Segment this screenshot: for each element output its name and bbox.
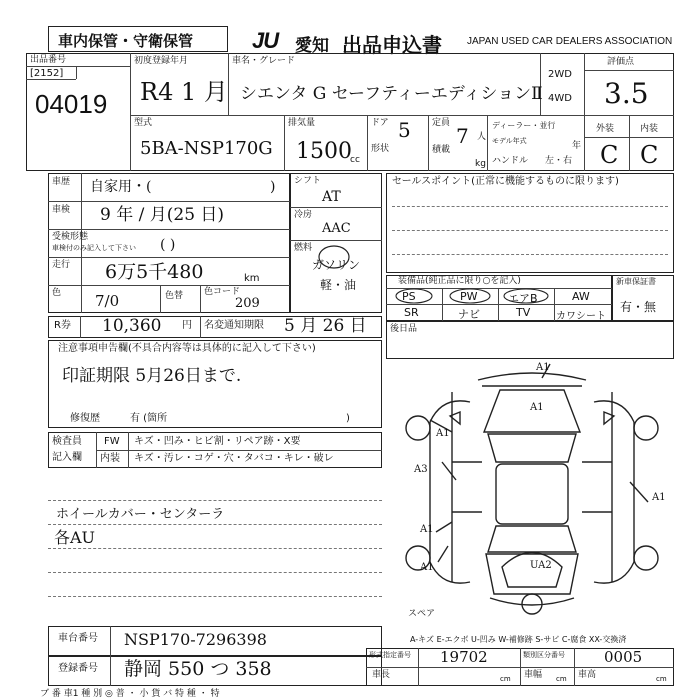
damage-mark: A1: [436, 428, 450, 439]
spare-label: スペア: [408, 609, 436, 619]
repair-value: 有 (箇所: [130, 413, 168, 424]
ac-label: 冷房: [294, 210, 313, 220]
displacement-unit: cc: [350, 155, 360, 165]
chassis-value: NSP170-7296398: [124, 630, 267, 649]
warranty-label: 新車保証書: [616, 277, 656, 286]
car-diagram: [390, 362, 674, 622]
model-label: 車名・グレード: [232, 56, 296, 66]
damage-mark: A1: [420, 524, 434, 535]
sales-points-title: セールスポイント(正常に機能するものに限ります): [392, 176, 619, 187]
mileage-label: 走行: [52, 260, 71, 270]
later-date-box: [386, 321, 674, 359]
width-unit: cm: [556, 675, 567, 683]
inspector-label: 検査員: [52, 436, 82, 447]
model-year-label: モデル年式: [492, 137, 527, 145]
damage-mark: A1: [530, 402, 544, 413]
displacement-value: 1500: [296, 139, 352, 164]
damage-mark: A3: [414, 464, 428, 475]
shift-value: AT: [322, 189, 341, 205]
exterior-label: 外装: [596, 124, 615, 134]
later-date-label: 後日品: [390, 324, 418, 334]
handwritten-line1: ホイールカバー・センターラ: [56, 507, 225, 522]
displacement-label: 排気量: [288, 118, 316, 128]
length-unit: cm: [500, 675, 511, 683]
usage-close: ): [270, 179, 276, 195]
exterior-grade: C: [600, 141, 619, 169]
load-label: 積載: [432, 145, 451, 155]
equipment-tv: TV: [516, 306, 531, 319]
inspector-fw-items: キズ・凹み・ヒビ割・リペア跡・X要: [134, 436, 301, 447]
inspector-int-items: キズ・汚レ・コゲ・穴・タバコ・キレ・破レ: [134, 453, 334, 464]
deadline-value: 5 月 26 日: [284, 316, 367, 336]
designation-value: 19702: [440, 648, 488, 666]
reg-year-label: 初度登録年月: [134, 56, 189, 66]
fuel-options: ガソリン: [312, 258, 361, 272]
color-code-label: 色コード: [204, 287, 241, 297]
usage-label: 車歴: [52, 177, 71, 187]
inspector-fw-label: FW: [104, 436, 120, 447]
load-unit: kg: [475, 159, 486, 169]
repair-label: 修復歴: [70, 413, 100, 424]
ac-value: AAC: [322, 221, 351, 236]
interior-grade: C: [640, 141, 659, 169]
class-label: 類別区分番号: [523, 651, 565, 659]
drive-4wd: 4WD: [548, 93, 572, 104]
mileage-value: 6万5千480: [105, 261, 204, 283]
acceptance-label: 受検形態: [52, 232, 89, 242]
footer-row: ブ 番 車1 種 別 ◎ 普 ・ 小 貨 バ 特 種 ・ 特: [40, 689, 220, 699]
designation-label: 形式指定番号: [369, 651, 411, 659]
usage-value: 自家用・(: [90, 179, 152, 195]
inspection-label: 車検: [52, 205, 71, 215]
model-value: シエンタ G セーフティーエディションⅡ: [240, 84, 543, 104]
acceptance-note: 車検付のみ記入して下さい: [52, 244, 136, 252]
equipment-leather: カワシート: [556, 311, 606, 322]
fuel-label: 燃料: [294, 243, 313, 253]
chassis-label: 車台番号: [58, 633, 98, 644]
year-unit: 年: [572, 141, 582, 151]
equipment-pw: PW: [460, 290, 478, 303]
dealer-label: ディーラー・並行: [492, 121, 556, 130]
equipment-sr: SR: [404, 306, 419, 319]
storage-label: 車内保管・守衛保管: [58, 32, 194, 50]
equipment-airbag: エアB: [508, 292, 538, 305]
repair-close: ): [346, 413, 350, 424]
inspector-label2: 記入欄: [52, 452, 82, 463]
damage-mark: A1: [536, 362, 550, 373]
entry-code: [2152]: [30, 68, 64, 79]
shift-label: シフト: [294, 176, 322, 186]
inspector-int-label: 内装: [100, 453, 120, 464]
capacity-unit: 人: [477, 132, 487, 142]
recycle-value: 10,360: [102, 316, 162, 336]
color-change-label: 色替: [165, 291, 184, 301]
handwritten-line2: 各AU: [54, 528, 96, 547]
org-en: JAPAN USED CAR DEALERS ASSOCIATION: [467, 36, 673, 47]
score-label: 評価点: [607, 57, 635, 67]
equipment-title: 装備品(純正品に限り○を記入): [398, 276, 521, 286]
entry-number-label: 出品番号: [30, 55, 67, 65]
width-label: 車幅: [524, 670, 543, 680]
recycle-label: R券: [54, 320, 71, 331]
height-unit: cm: [656, 675, 667, 683]
reg-year-value: R4 1 月: [140, 78, 228, 106]
equipment-ps: PS: [402, 290, 416, 303]
score-value: 3.5: [604, 77, 649, 110]
color-code: 209: [235, 296, 260, 311]
inspection-value: 9 年 / 月(25 日): [100, 205, 225, 225]
notes-line1: 印証期限 5月26日まで.: [62, 366, 242, 386]
equipment-navi: ナビ: [458, 308, 480, 321]
doors-value: 5: [398, 118, 411, 142]
registration-value: 静岡 550 つ 358: [124, 658, 272, 680]
fuel-options2: 軽・油: [320, 278, 357, 292]
fuel-circle: [314, 242, 354, 272]
color-value: 7/0: [95, 292, 120, 310]
form-title: 出品申込書: [342, 33, 442, 57]
drive-2wd: 2WD: [548, 69, 572, 80]
handle-lr: 左・右: [545, 156, 573, 166]
shape-label: 形状: [371, 144, 390, 154]
length-label: 車長: [372, 670, 391, 680]
damage-mark: A1: [652, 492, 666, 503]
notes-title: 注意事項申告欄(不具合内容等は具体的に記入して下さい): [58, 343, 316, 354]
org-name: 愛知: [295, 36, 329, 56]
entry-number: 04019: [35, 89, 108, 119]
recycle-unit: 円: [182, 320, 192, 331]
mileage-unit: km: [244, 273, 260, 284]
acceptance-value: ( ): [160, 237, 176, 253]
type-value: 5BA-NSP170G: [140, 138, 273, 159]
warranty-value: 有・無: [620, 300, 657, 314]
capacity-label: 定員: [432, 118, 451, 128]
color-label: 色: [52, 288, 62, 298]
ju-logo: JU: [252, 28, 279, 53]
equipment-circles: [386, 288, 554, 305]
type-label: 型式: [134, 118, 153, 128]
deadline-label: 名変通知期限: [204, 320, 264, 331]
damage-mark: UA2: [530, 560, 552, 571]
damage-mark: A1: [420, 562, 434, 573]
sales-points-box: [386, 173, 674, 273]
capacity-value: 7: [456, 124, 469, 148]
doors-label: ドア: [371, 118, 389, 128]
damage-legend: A-キズ E-エクボ U-凹み W-補修跡 S-サビ C-腐食 XX-交換済: [410, 635, 627, 644]
handle-label: ハンドル: [492, 156, 529, 166]
equipment-aw: AW: [572, 290, 590, 303]
interior-label: 内装: [640, 124, 659, 134]
class-value: 0005: [604, 648, 643, 666]
registration-label: 登録番号: [58, 663, 98, 674]
height-label: 車高: [578, 670, 597, 680]
